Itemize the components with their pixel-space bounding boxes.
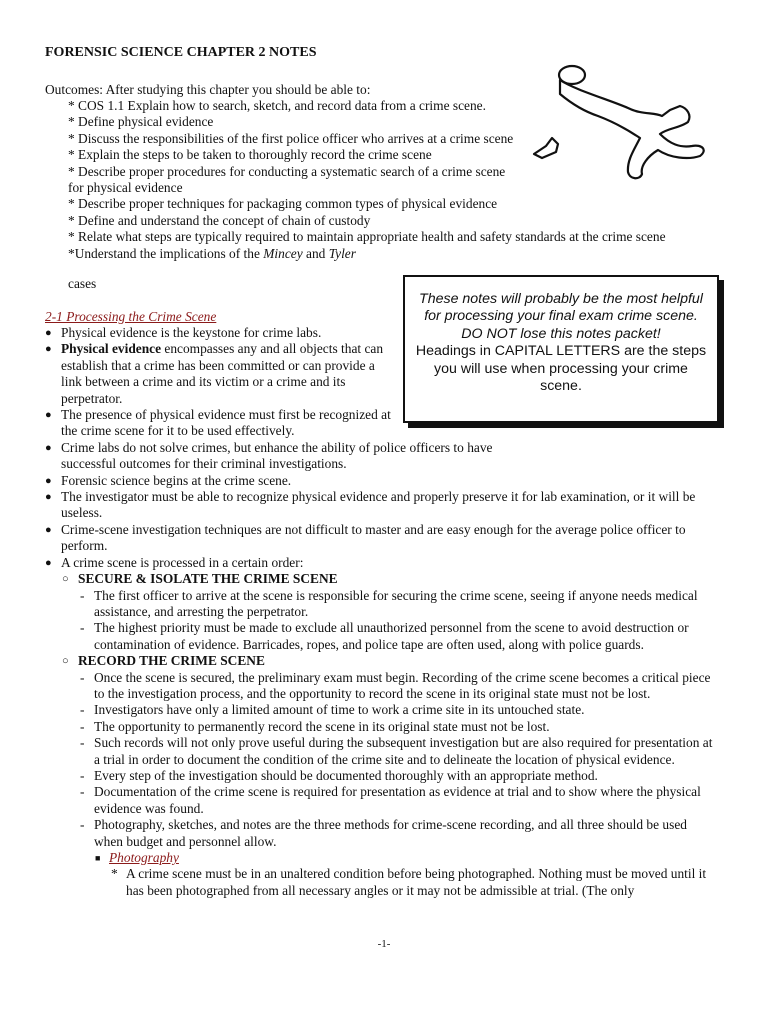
list-item: ● Forensic science begins at the crime scene. [45,472,292,488]
outcome-item: * Explain the steps to be taken to thoroughly record the crime scene [68,147,432,163]
list-item: ● A crime scene is processed in a certain order: [45,554,304,570]
list-item: ● The investigator must be able to recognize physical evidence and properly preserve it for lab examination, or it will be useless. [45,489,696,521]
outcomes-intro: Outcomes: After studying this chapter you should be able to: [45,82,371,97]
list-item: - Documentation of the crime scene is required for presentation as evidence at trial and to show where the physical evidence was found. [80,784,701,816]
list-item: - Every step of the investigation should be documented thoroughly with an appropriate method. [80,767,598,783]
outcome-item: * Discuss the responsibilities of the first police officer who arrives at a crime scene [68,130,514,146]
list-item: ● Physical evidence is the keystone for crime labs. [45,325,322,340]
list-item: - The first officer to arrive at the scene is responsible for securing the crime scene, seeing if anyone needs medical assistance, and arresting the perpetrator. [80,587,698,619]
list-item: - Investigators have only a limited amount of time to work a crime site in its untouched state. [80,702,585,718]
list-item: * A crime scene must be in an unaltered condition before being photographed. Nothing must be moved until it has been photographed from all necessary angles or it may not be admissible at trial. (The only [111,866,707,898]
list-item: - The opportunity to permanently record the scene in its original state must not be lost. [80,718,550,734]
outcome-item: * Define physical evidence [68,114,214,130]
body-outline-figure [530,60,730,180]
chalk-outline-icon [530,60,730,180]
outcome-item: * Relate what steps are typically required to maintain appropriate health and safety standards at the crime scene [68,229,666,245]
outcome-cases-word: cases [68,276,97,291]
list-item: - Such records will not only prove useful during the subsequent investigation but are also required for presentation at a trial in order to document the condition of the crime site and to delineate the location of physical evidence. [80,735,713,767]
outcome-item: * Describe proper procedures for conducting a systematic search of a crime scene for physical evidence [68,163,506,196]
list-item: ● Crime labs do not solve crimes, but enhance the ability of police officers to have successful outcomes for their criminal investigations. [45,439,493,472]
outcome-item-cases: *Understand the implications of the Mincey and Tyler [68,245,356,261]
photography-heading: ■ Photography [95,850,179,865]
outcome-item: * COS 1.1 Explain how to search, sketch, and record data from a crime scene. [68,98,486,113]
callout-warning: These notes will probably be the most helpful for processing your final exam crime scene. DO NOT lose this notes packet! [419,291,703,342]
list-item: - Photography, sketches, and notes are the three methods for crime-scene recording, and all three should be used when budget and personnel allow. [80,817,687,849]
list-item: - The highest priority must be made to exclude all unauthorized personnel from the scene to avoid destruction or contamination of evidence. Barricades, ropes, and police tape are often used, along with police guards. [80,620,689,652]
page-title: FORENSIC SCIENCE CHAPTER 2 NOTES [45,45,317,60]
list-item: ● Physical evidence encompasses any and all objects that can establish that a crime has been committed or can provide a link between a crime and its victim or a crime and its perpetrator. [45,341,384,406]
callout-headings-note: Headings in CAPITAL LETTERS are the steps you will use when processing your crime scene. [415,343,707,395]
step-record: ○ RECORD THE CRIME SCENE [62,653,265,669]
section-heading: 2-1 Processing the Crime Scene [45,309,217,324]
step-secure: ○ SECURE & ISOLATE THE CRIME SCENE [62,571,338,587]
list-item: ● The presence of physical evidence must first be recognized at the crime scene for it to be used effectively. [45,407,391,439]
outcome-item: * Describe proper techniques for packaging common types of physical evidence [68,196,498,212]
list-item: ● Crime-scene investigation techniques are not difficult to master and are easy enough for the average police officer to perform. [45,521,686,554]
section-body [45,325,715,899]
outcome-item: * Define and understand the concept of chain of custody [68,212,371,228]
list-item: - Once the scene is secured, the preliminary exam must begin. Recording of the crime scene becomes a critical piece to the investigation process, and the opportunity to record the scene in its original state must not be lost. [80,669,711,701]
page-number: -1- [377,938,391,950]
